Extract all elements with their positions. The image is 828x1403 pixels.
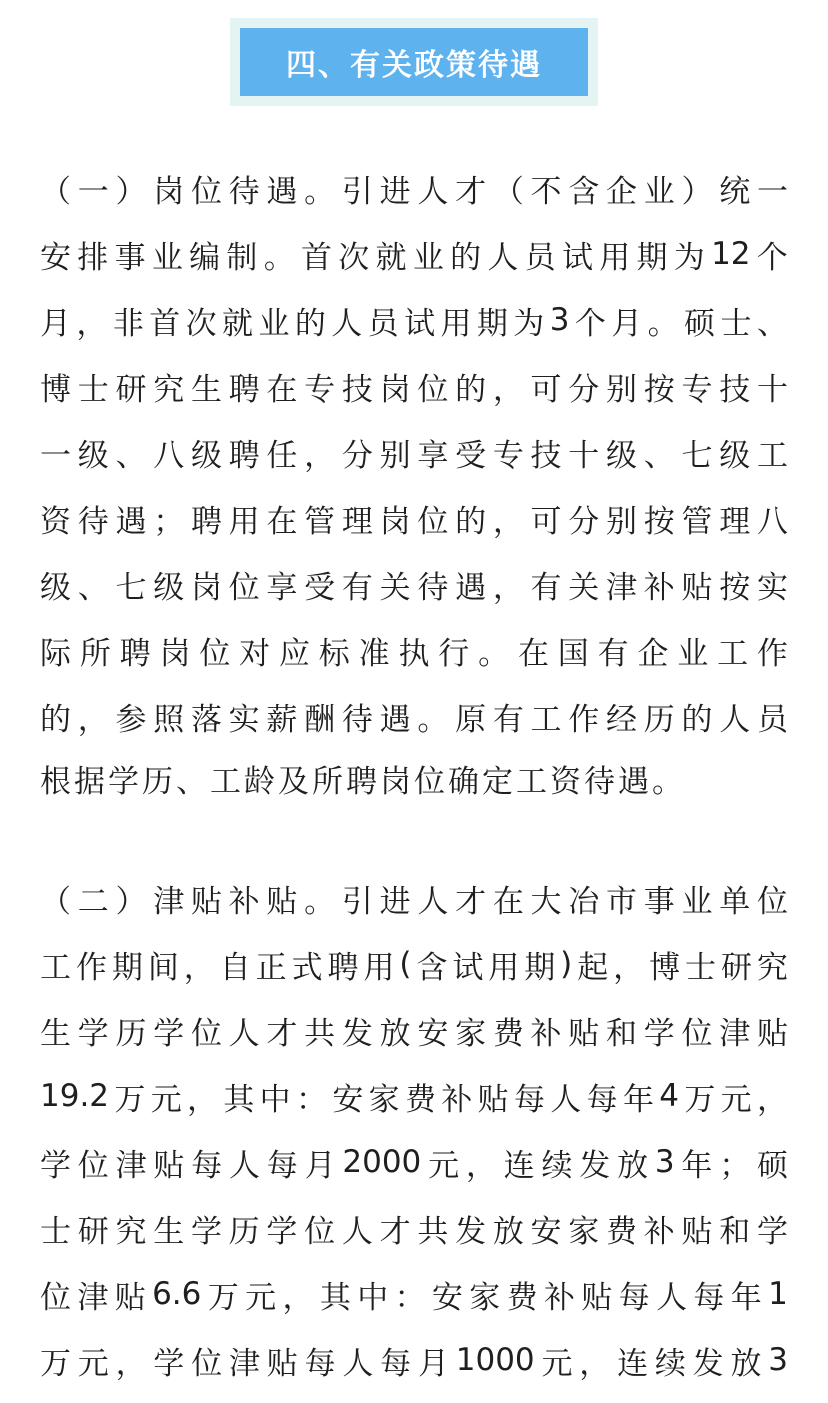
text-line: （ 二 ） 津 贴 补 贴 。 引 进 人 才 在 大 冶 市 事 业 单 位 xyxy=(40,883,788,920)
section-header xyxy=(240,28,588,96)
text-line: 工 作 期 间 ， 自 正 式 聘 用 ( 含 试 用 期 ) 起 ， 博 士 研 究 xyxy=(40,946,788,986)
text-line: 一 级 、 八 级 聘 任 ， 分 别 享 受 专 技 十 级 、 七 级 工 xyxy=(40,437,788,474)
text-line: 的 ， 参 照 落 实 薪 酬 待 遇 。 原 有 工 作 经 历 的 人 员 xyxy=(40,701,788,738)
text-line: 学 位 津 贴 每 人 每 月 2000 元 ， 连 续 发 放 3 年 ； 硕 xyxy=(40,1144,788,1184)
text-line: 资 待 遇 ； 聘 用 在 管 理 岗 位 的 ， 可 分 别 按 管 理 八 xyxy=(40,503,788,540)
text-line: 士 研 究 生 学 历 学 位 人 才 共 发 放 安 家 费 补 贴 和 学 xyxy=(40,1213,788,1250)
text-line: 级 、 七 级 岗 位 享 受 有 关 待 遇 ， 有 关 津 补 贴 按 实 xyxy=(40,569,788,606)
text-line: 19.2 万 元 ， 其 中 ： 安 家 费 补 贴 每 人 每 年 4 万 元 ， xyxy=(40,1078,788,1118)
text-line: 生 学 历 学 位 人 才 共 发 放 安 家 费 补 贴 和 学 位 津 贴 xyxy=(40,1015,788,1052)
text-line: 际 所 聘 岗 位 对 应 标 准 执 行 。 在 国 有 企 业 工 作 xyxy=(40,635,788,672)
paragraph-job-benefits xyxy=(40,155,788,815)
text-line: 博 士 研 究 生 聘 在 专 技 岗 位 的 ， 可 分 别 按 专 技 十 xyxy=(40,371,788,408)
section-title: 四、有关政策待遇 xyxy=(286,48,542,83)
text-line: （ 一 ） 岗 位 待 遇 。 引 进 人 才 （ 不 含 企 业 ） 统 一 xyxy=(40,173,788,210)
text-line: 位 津 贴 6.6 万 元 ， 其 中 ： 安 家 费 补 贴 每 人 每 年 1 xyxy=(40,1276,788,1316)
text-line: 根据学历、工龄及所聘岗位确定工资待遇。 xyxy=(40,764,686,800)
paragraph-allowances xyxy=(40,865,788,1393)
text-line: 月 ， 非 首 次 就 业 的 人 员 试 用 期 为 3 个 月 。 硕 士 、 xyxy=(40,302,788,342)
text-line: 万 元 ， 学 位 津 贴 每 人 每 月 1000 元 ， 连 续 发 放 3 xyxy=(40,1342,788,1382)
text-line: 安 排 事 业 编 制 。 首 次 就 业 的 人 员 试 用 期 为 12 个 xyxy=(40,236,788,276)
